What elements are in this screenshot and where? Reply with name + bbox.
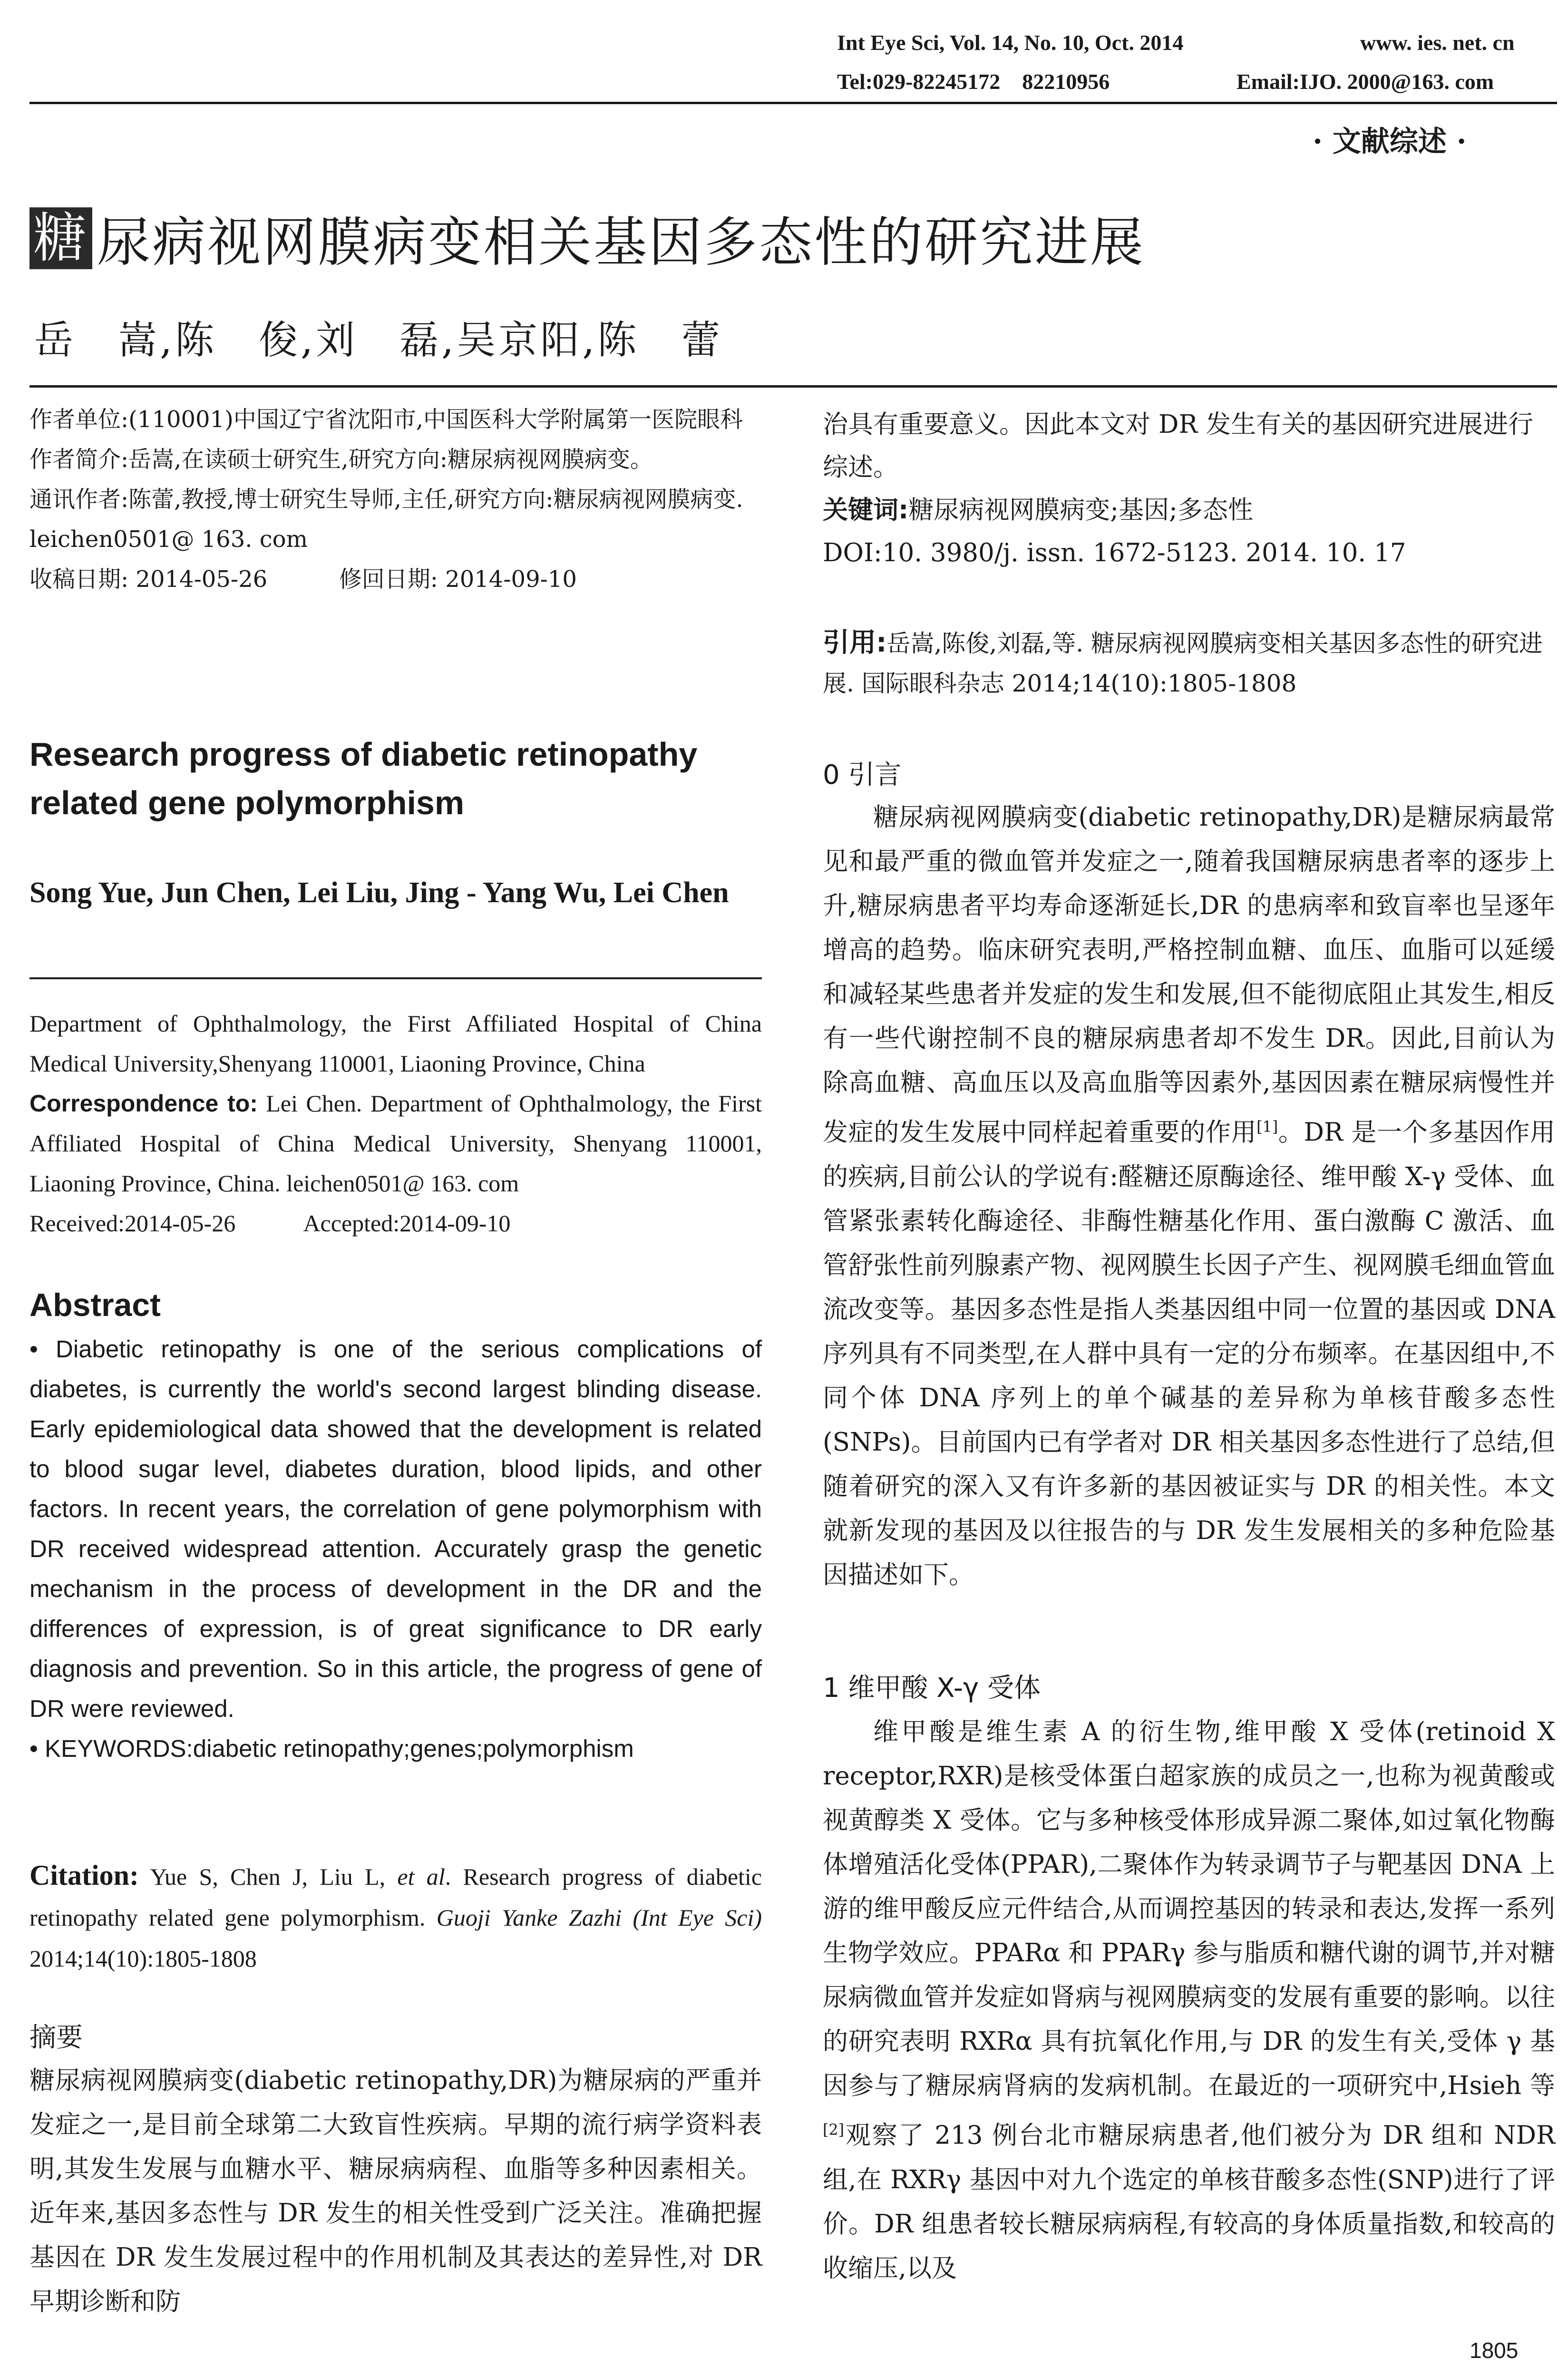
author-info-en — [29, 1003, 762, 1243]
keywords-cn-text: 糖尿病视网膜病变;基因;多态性 — [908, 496, 1253, 525]
abstract-en-heading: Abstract — [29, 1287, 161, 1323]
title-text: 尿病视网膜病变相关基因多态性的研究进展 — [97, 212, 1145, 273]
abstract-en-keywords: • KEYWORDS:diabetic retinopathy;genes;polymorphism — [29, 1735, 634, 1762]
keywords-cn — [823, 489, 1555, 532]
right-col-front — [823, 403, 1555, 575]
section-tag: · 文献综述 · — [1313, 125, 1467, 158]
title-rule — [29, 385, 1557, 388]
correspondence-label: Correspondence to: — [29, 1090, 258, 1117]
sec1-heading: 1 维甲酸 X-γ 受体 — [823, 1673, 1041, 1704]
ref-2: [2] — [823, 2121, 845, 2139]
citation-journal: Guoji Yanke Zazhi (Int Eye Sci) — [436, 1904, 762, 1931]
cite-cn-label: 引用: — [823, 627, 887, 658]
header-rule — [29, 102, 1557, 104]
correspondence-cn: 通讯作者:陈蕾,教授,博士研究生导师,主任,研究方向:糖尿病视网膜病变. leichen0501@ 163. com — [29, 486, 743, 553]
intro-text-a: 糖尿病视网膜病变(diabetic retinopathy,DR)是糖尿病最常见和最严重的微血管并发症之一,随着我国糖尿病患者率的逐步上升,糖尿病患者平均寿命逐渐延长,DR 的患病率和致盲率也呈逐年增高的趋势。临床研究表明,严格控制血糖、血压、血脂可以延缓和减轻某些患者并发症的发生和发展,但不能彻底阻止其发生,相反有一些代谢控制不良的糖尿病患者却不发生 DR。因此,目前认为除高血糖、高血压以及高血脂等因素外,基因因素在糖尿病慢性并发症的发生发展中同样起着重要的作用 — [823, 803, 1555, 1147]
sec1-paragraph — [823, 1710, 1555, 2290]
journal-line: Int Eye Sci, Vol. 14, No. 10, Oct. 2014 — [837, 30, 1184, 55]
article-title — [29, 200, 1145, 276]
correspondence-en — [29, 1083, 762, 1203]
sec1-text-a: 维甲酸是维生素 A 的衍生物,维甲酸 X 受体(retinoid X receptor,RXR)是核受体蛋白超家族的成员之一,也称为视黄酸或视黄醇类 X 受体。它与多种核受体形成异源二聚体,如过氧化物酶体增殖活化受体(PPAR),二聚体作为转录调节子与靶基因 DNA 上游的维甲酸反应元件结合,从而调控基因的转录和表达,发挥一系列生物学效应。PPARα 和 PPARγ 参与脂质和糖代谢的调节,并对糖尿病微血管并发症如肾病与视网膜病变的发展有重要的影响。以往的研究表明 RXRα 具有抗氧化作用,与 DR 的发生有关,受体 γ 基因参与了糖尿病肾病的发病机制。在最近的一项研究中,Hsieh 等 — [823, 1717, 1555, 2100]
abstract-cn — [29, 2058, 762, 2324]
title-en: Research progress of diabetic retinopathy related gene polymorphism — [29, 736, 698, 821]
intro-heading: 0 引言 — [823, 760, 902, 790]
abstract-en-body: • Diabetic retinopathy is one of the serious complications of diabetes, is currently the world's second largest blinding disease. Early epidemiological data showed that the development is related to blood sugar level, diabetes duration, blood lipids, and other factors. In recent years, the correlation of gene polymorphism with DR received widespread attention. Accurately grasp the genetic mechanism in the process of development in the DR and the differences of expression, is of great significance to DR early diagnosis and prevention. So in this article, the progress of gene of DR were reviewed. — [29, 1335, 762, 1722]
authors-en: Song Yue, Jun Chen, Lei Liu, Jing - Yang Wu, Lei Chen — [29, 877, 729, 909]
accepted-en: Accepted:2014-09-10 — [303, 1210, 511, 1237]
intro-text-b: 。DR 是一个多基因作用的疾病,目前公认的学说有:醛糖还原酶途径、维甲酸 X-γ 受体、血管紧张素转化酶途径、非酶性糖基化作用、蛋白激酶 C 激活、血管舒张性前列腺素产物、视网膜生长因子产生、视网膜毛细血管血流改变等。基因多态性是指人类基因组中同一位置的基因或 DNA 序列具有不同类型,在人群中具有一定的分布频率。在基因组中,不同个体 DNA 序列上的单个碱基的差异称为单核苷酸多态性(SNPs)。目前国内已有学者对 DR 相关基因多态性进行了总结,但随着研究的深入又有许多新的基因被证实与 DR 的相关性。本文就新发现的基因及以往报告的与 DR 发生发展相关的多种危险基因描述如下。 — [823, 1118, 1556, 1589]
doi: DOI:10. 3980/j. issn. 1672-5123. 2014. 10. 17 — [823, 538, 1406, 567]
citation-en — [29, 1855, 762, 1979]
intro-body — [823, 795, 1555, 1597]
journal-tel: Tel:029-82245172 82210956 — [837, 69, 1110, 94]
abstract-cn-heading: 摘要 — [29, 2022, 83, 2053]
abstract-cn-body: 糖尿病视网膜病变(diabetic retinopathy,DR)为糖尿病的严重并发症之一,是目前全球第二大致盲性疾病。早期的流行病学资料表明,其发生发展与血糖水平、糖尿病病程、血脂等多种因素相关。近年来,基因多态性与 DR 发生的相关性受到广泛关注。准确把握基因在 DR 发生发展过程中的作用机制及其表达的差异性,对 DR 早期诊断和防 — [29, 2066, 762, 2316]
received-en: Received:2014-05-26 — [29, 1210, 236, 1237]
abstract-cn-cont: 治具有重要意义。因此本文对 DR 发生有关的基因研究进展进行综述。 — [823, 410, 1534, 482]
dates-cn — [29, 559, 762, 599]
citation-etal: et al — [397, 1863, 445, 1890]
citation-text-c: 2014;14(10):1805-1808 — [29, 1945, 257, 1972]
ref-1: [1] — [1256, 1118, 1278, 1136]
bio-cn: 作者简介:岳嵩,在读硕士研究生,研究方向:糖尿病视网膜病变。 — [29, 446, 653, 473]
cite-cn — [823, 623, 1555, 703]
dates-en — [29, 1203, 762, 1243]
intro-paragraph — [823, 795, 1555, 1597]
citation-text-b: . Research progress of diabetic retinopathy related gene polymorphism. — [29, 1863, 762, 1931]
affiliation-cn: 作者单位:(110001)中国辽宁省沈阳市,中国医科大学附属第一医院眼科 — [29, 406, 743, 433]
journal-email: Email:IJO. 2000@163. com — [1237, 69, 1494, 94]
cite-cn-text: 岳嵩,陈俊,刘磊,等. 糖尿病视网膜病变相关基因多态性的研究进展. 国际眼科杂志 2014;14(10):1805-1808 — [823, 630, 1543, 697]
sec1-body — [823, 1710, 1555, 2290]
revised-cn: 修回日期: 2014-09-10 — [339, 566, 577, 593]
citation-text-a: Yue S, Chen J, Liu L, — [150, 1863, 386, 1890]
authors-cn: 岳 嵩,陈 俊,刘 磊,吴京阳,陈 蕾 — [34, 318, 723, 363]
abstract-en — [29, 1329, 762, 1769]
correspondence-text: Lei Chen. Department of Ophthalmology, the First Affiliated Hospital of China Medical University, Shenyang 110001, Liaoning Province, China. leichen0501@ 163. com — [29, 1090, 762, 1197]
title-drop-char: 糖 — [29, 207, 92, 269]
sec1-text-b: 观察了 213 例台北市糖尿病患者,他们被分为 DR 组和 NDR 组,在 RXRγ 基因中对九个选定的单核苷酸多态性(SNP)进行了评价。DR 组患者较长糖尿病病程,有较高的身体质量指数,和较高的收缩压,以及 — [823, 2121, 1555, 2283]
authors-rule — [29, 977, 762, 979]
page-number: 1805 — [1470, 2338, 1519, 2363]
author-info-cn — [29, 399, 762, 599]
citation-label: Citation: — [29, 1860, 139, 1891]
journal-website: www. ies. net. cn — [1360, 30, 1515, 55]
keywords-cn-label: 关键词: — [823, 496, 909, 525]
received-cn: 收稿日期: 2014-05-26 — [29, 566, 268, 593]
department-en: Department of Ophthalmology, the First Affiliated Hospital of China Medical University,Shenyang 110001, Liaoning Province, China — [29, 1010, 762, 1077]
